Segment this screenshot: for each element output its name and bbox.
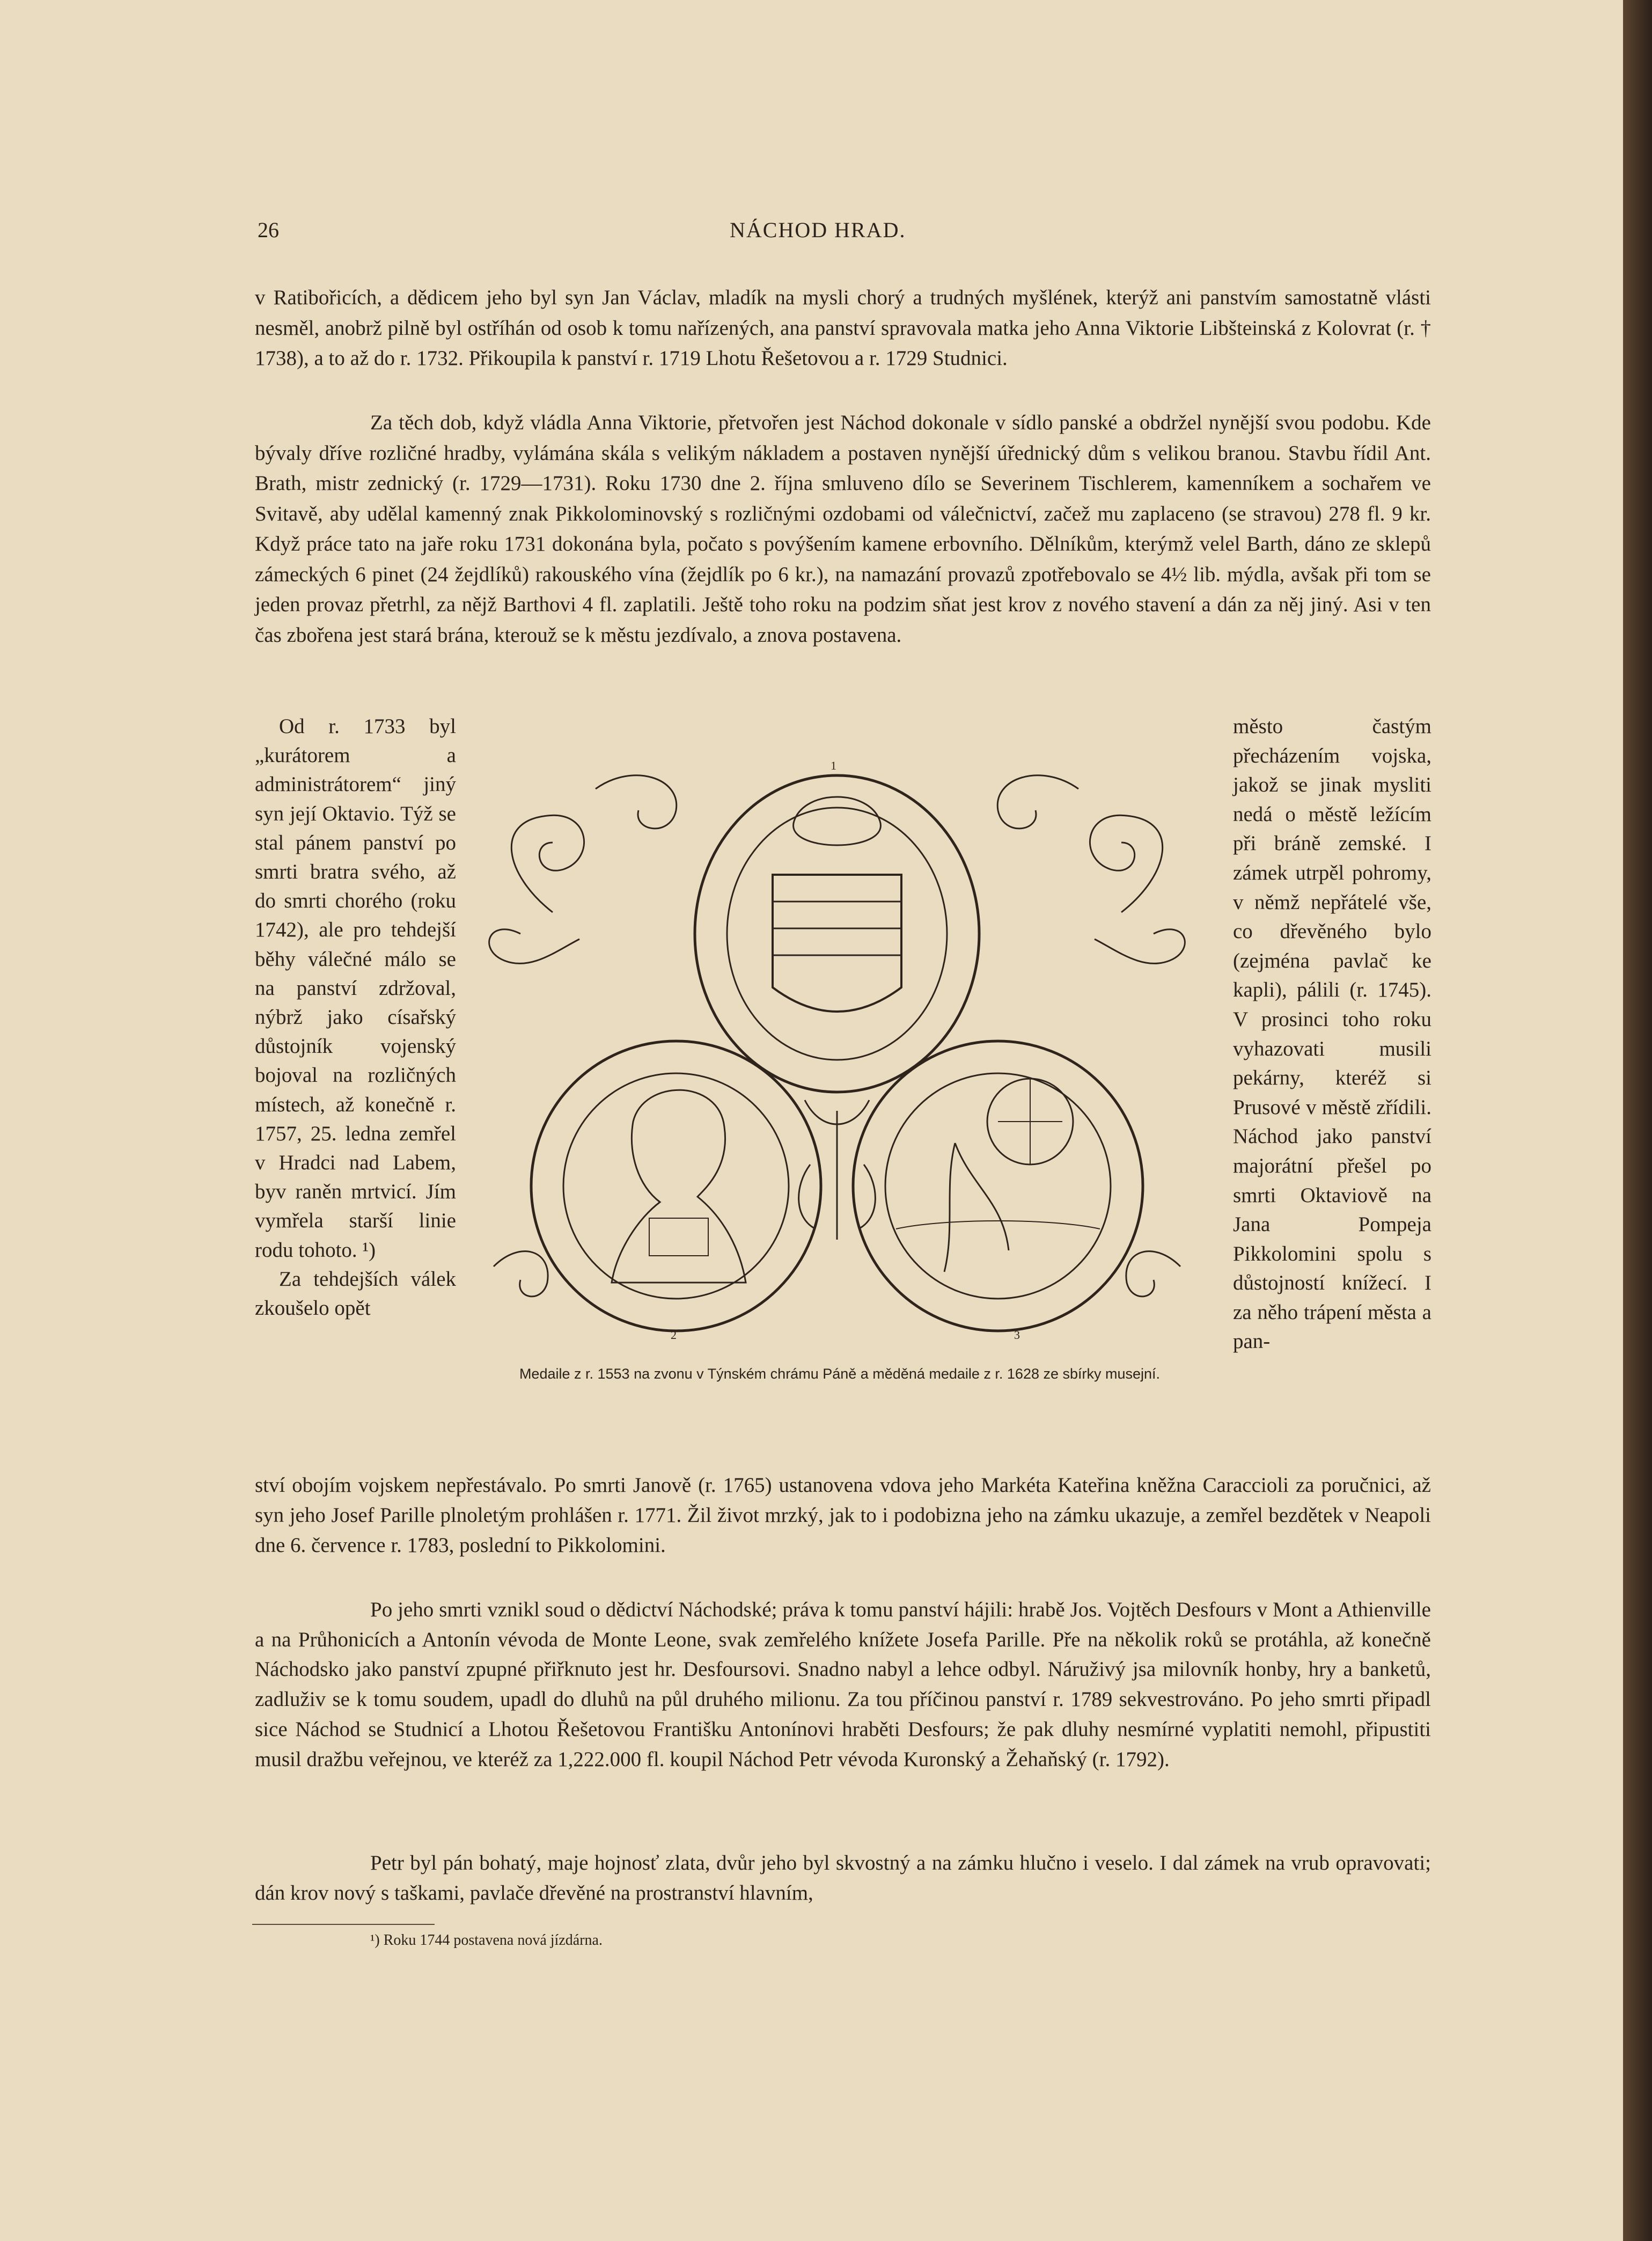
left-column-paragraph: Od r. 1733 byl „kurátorem a administrátorem“ jiný syn její Oktavio. Týž se stal pánem panství po smrti bratra svého, až do smrti chorého (roku 1742), ale pro tehdejší běhy válečné málo se na panství zdržoval, nýbrž jako císařský důstojník vojenský bojoval na rozličných místech, až konečně r. 1757, 25. ledna zemřel v Hradci nad Labem, byv raněn mrtvicí. Jím vymřela starší linie rodu tohoto. ¹) bbox=[255, 715, 456, 1262]
bottom-left-medal bbox=[531, 1041, 821, 1331]
paragraph-3: ství obojím vojskem nepřestávalo. Po smrti Janově (r. 1765) ustanovena vdova jeho Markéta Kateřina kněžna Caraccioli za poručnici, až syn jeho Josef Parille plnoletým prohlášen r. 1771. Žil život mrzký, jak to i podobizna jeho na zámku ukazuje, a zemřel bezdětek v Neapoli dne 6. července r. 1783, poslední to Pikkolomini. bbox=[255, 1474, 1431, 1557]
figure-label-2: 2 bbox=[671, 1328, 677, 1342]
footnote: ¹) Roku 1744 postavena nová jízdárna. bbox=[370, 1932, 603, 1949]
footnote-rule bbox=[252, 1924, 435, 1925]
right-column-text: město častým přecházením vojska, jakož se jinak mysliti nedá o městě ležícím při bráně zemské. I zámek utrpěl pohromy, v němž nepřátelé vše, co dřevěného bylo (zejména pavlač ke kapli), pálili (r. 1745). V prosinci toho roku vyhazovati musili pekárny, kteréž si Prusové v městě zřídili. Náchod jako panství majorátní přešel po smrti Oktaviově na Jana Pompeja Pikkolomini spolu s důstojností knížecí. I za něho trápení města a pan- bbox=[1233, 715, 1431, 1353]
paragraph-5: Petr byl pán bohatý, maje hojnosť zlata, dvůr jeho byl skvostný a na zámku hlučno i veselo. I dal zámek na vrub opravovati; dán krov nový s taškami, pavlače dřevěné na prostranství hlavním, bbox=[255, 1851, 1431, 1905]
figure-caption: Medaile z r. 1553 na zvonu v Týnském chrámu Páně a měděná medaile z r. 1628 ze sbírky musejní. bbox=[519, 1366, 1161, 1382]
top-medal bbox=[695, 775, 979, 1092]
binding-edge bbox=[1623, 0, 1652, 2241]
page-number: 26 bbox=[258, 218, 279, 242]
figure-label-1: 1 bbox=[831, 759, 836, 772]
paragraph-1: v Ratibořicích, a dědicem jeho byl syn Jan Václav, mladík na mysli chorý a trudných myšlének, kterýž ani panstvím samostatně vlásti nesměl, anobrž pilně byl ostříhán od osob k tomu nařízených, ana panství spravovala matka jeho Anna Viktorie Libšteinská z Kolovrat (r. † 1738), a to až do r. 1732. Přikoupila k panství r. 1719 Lhotu Řešetovou a r. 1729 Studnici. bbox=[255, 286, 1431, 370]
figure-label-3: 3 bbox=[1014, 1328, 1020, 1342]
medals-illustration bbox=[472, 757, 1202, 1347]
running-title: NÁCHOD HRAD. bbox=[730, 218, 906, 242]
paragraph-4: Po jeho smrti vznikl soud o dědictví Náchodské; práva k tomu panství hájili: hrabě Jos. Vojtěch Desfours v Mont a Athienville a na Průhonicích a Antonín vévoda de Monte Leone, svak zemřelého knížete Josefa Parille. Pře na několik roků se protáhla, až konečně Náchodsko jako panství zpupné přiřknuto jest hr. Desfoursovi. Snadno nabyl a lehce odbyl. Náruživý jsa milovník honby, hry a banketů, zadluživ se k tomu soudem, upadl do dluhů na půl druhého milionu. Za tou příčinou panství r. 1789 sekvestrováno. Po jeho smrti připadl sice Náchod se Studnicí a Lhotou Řešetovou Františku Antonínovi hraběti Desfours; že pak dluhy nesmírné vyplatiti nemohl, připustiti musil dražbu veřejnou, ve kteréž za 1,222.000 fl. koupil Náchod Petr vévoda Kuronský a Žehaňský (r. 1792). bbox=[255, 1598, 1431, 1771]
bottom-right-medal bbox=[853, 1041, 1143, 1331]
paragraph-2: Za těch dob, když vládla Anna Viktorie, přetvořen jest Náchod dokonale v sídlo panské a obdržel nynější svou podobu. Kde bývaly dříve rozličné hradby, vylámána skála s velikým nákladem a postaven nynější úřednický dům s velikou branou. Stavbu řídil Ant. Brath, mistr zednický (r. 1729—1731). Roku 1730 dne 2. října smluveno dílo se Severinem Tischlerem, kamenníkem a sochařem ve Svitavě, aby udělal kamenný znak Pikkolominovský s rozličnými ozdobami od válečnictví, začež mu zaplaceno (se stravou) 278 fl. 9 kr. Když práce tato na jaře roku 1731 dokonána byla, počato s povýšením kamene erbovního. Dělníkům, kterýmž velel Barth, dáno ze sklepů zámeckých 6 pinet (24 žejdlíků) rakouského vína (žejdlík po 6 kr.), na namazání provazů zpotřebovalo se 4½ lib. mýdla, avšak při tom se jeden provaz přetrhl, za nějž Barthovi 4 fl. zaplatili. Ještě toho roku na podzim sňat jest krov z nového stavení a dán za něj jiný. Asi v ten čas zbořena jest stará brána, kterouž se k městu jezdívalo, a znova postavena. bbox=[255, 411, 1431, 647]
left-column-text bbox=[255, 712, 456, 1323]
left-column-paragraph-2: Za tehdejších válek zkoušelo opět bbox=[255, 1267, 456, 1320]
